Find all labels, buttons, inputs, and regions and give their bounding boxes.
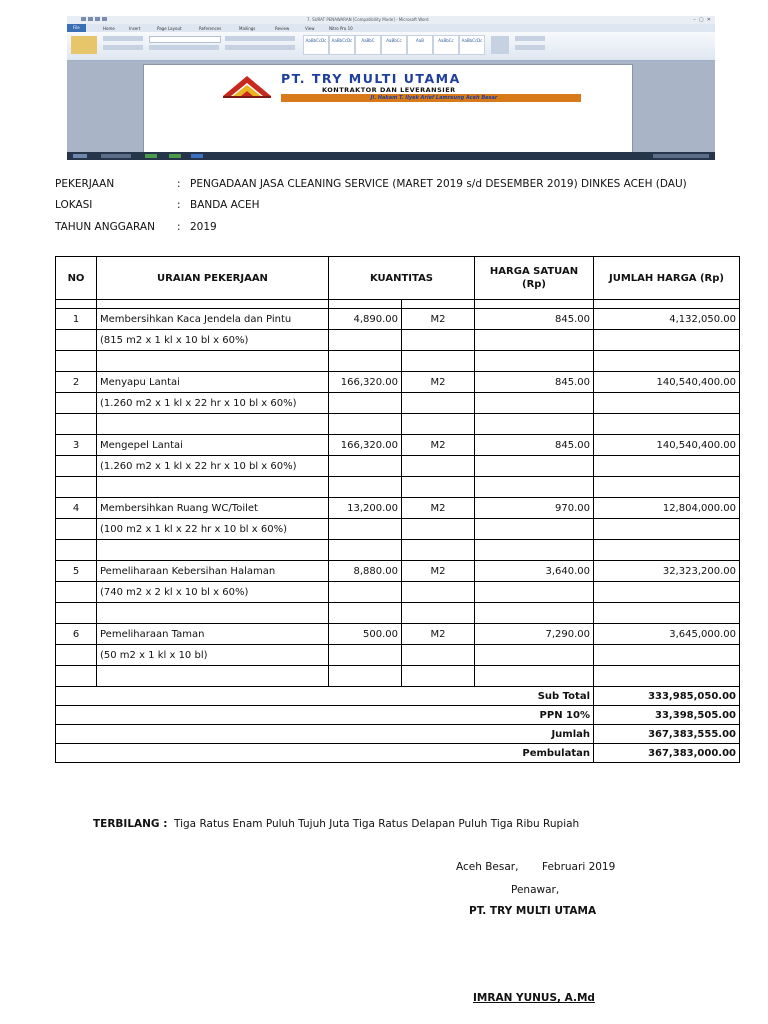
total-value-subtotal: 333,985,050.00 [594,687,740,706]
total-label-jumlah: Jumlah [56,725,594,744]
blank-cell [594,603,740,624]
item-total: 140,540,400.00 [594,372,740,393]
blank-cell [475,603,594,624]
price-table [55,256,740,763]
blank-cell [97,414,329,435]
blank-cell [594,540,740,561]
blank-cell [475,414,594,435]
blank-cell [475,666,594,687]
table-row-detail [56,519,740,540]
item-no: 1 [56,309,97,330]
blank-cell [329,351,402,372]
style-title[interactable]: AaB [407,35,433,55]
style-subtle-emphasis[interactable]: AaBbCcDc [459,35,485,55]
item-qty: 13,200.00 [329,498,402,519]
item-name: Pemeliharaan Taman [97,624,329,645]
spacer-cell [97,300,329,309]
blank-cell [329,666,402,687]
spacer-cell [402,300,475,309]
item-empty [329,645,402,666]
item-name: Membersihkan Kaca Jendela dan Pintu [97,309,329,330]
table-row [56,561,740,582]
table-row [56,498,740,519]
alignment-tools[interactable] [225,45,295,50]
tab-review[interactable]: Review [275,26,290,31]
item-no-empty [56,330,97,351]
info-pekerjaan-value: PENGADAAN JASA CLEANING SERVICE (MARET 2019 s/d DESEMBER 2019) DINKES ACEH (DAU) [190,178,687,190]
blank-cell [56,540,97,561]
total-row-pembulatan [56,744,740,763]
company-subtitle: KONTRAKTOR DAN LEVERANSIER [322,86,456,94]
table-row-detail [56,393,740,414]
total-label-pembulatan: Pembulatan [56,744,594,763]
item-empty [594,519,740,540]
blank-cell [402,351,475,372]
blank-cell [56,666,97,687]
table-row-detail [56,582,740,603]
blank-cell [402,540,475,561]
item-detail: (50 m2 x 1 kl x 10 bl) [97,645,329,666]
table-header-row [56,257,740,300]
item-qty: 500.00 [329,624,402,645]
item-empty [594,393,740,414]
terbilang-value: Tiga Ratus Enam Puluh Tujuh Juta Tiga Ratus Delapan Puluh Tiga Ribu Rupiah [174,818,580,830]
table-row [56,435,740,456]
signature-company: PT. TRY MULTI UTAMA [469,905,597,917]
blank-cell [594,414,740,435]
total-row-ppn [56,706,740,725]
item-empty [329,330,402,351]
font-format-tools[interactable] [149,45,219,50]
tab-view[interactable]: View [305,26,315,31]
item-empty [329,393,402,414]
signature-date: Februari 2019 [542,861,616,873]
blank-cell [475,351,594,372]
total-value-ppn: 33,398,505.00 [594,706,740,725]
header-kuantitas: KUANTITAS [329,257,475,300]
item-unit: M2 [402,435,475,456]
item-detail: (740 m2 x 2 kl x 10 bl x 60%) [97,582,329,603]
company-logo [221,72,273,100]
info-lokasi-label: LOKASI [55,199,93,211]
item-empty [402,393,475,414]
item-total: 12,804,000.00 [594,498,740,519]
item-empty [329,456,402,477]
item-qty: 8,880.00 [329,561,402,582]
style-normal[interactable]: AaBbCcDc [303,35,329,55]
item-no-empty [56,645,97,666]
company-address: Jl. Hakam T. Ilyek Arief Lamreung Aceh Besar [370,95,498,101]
item-qty: 166,320.00 [329,372,402,393]
item-detail: (815 m2 x 1 kl x 10 bl x 60%) [97,330,329,351]
blank-cell [402,666,475,687]
blank-cell [56,603,97,624]
signature-place: Aceh Besar, [456,861,519,873]
item-name: Membersihkan Ruang WC/Toilet [97,498,329,519]
item-empty [475,582,594,603]
table-row-blank [56,540,740,561]
item-no: 3 [56,435,97,456]
item-detail: (1.260 m2 x 1 kl x 22 hr x 10 bl x 60%) [97,393,329,414]
header-uraian: URAIAN PEKERJAAN [97,257,329,300]
ribbon [67,32,715,61]
item-name: Pemeliharaan Kebersihan Halaman [97,561,329,582]
blank-cell [329,603,402,624]
blank-cell [402,603,475,624]
info-tahun-value: 2019 [190,221,217,233]
header-jumlah-harga: JUMLAH HARGA (Rp) [594,257,740,300]
total-value-pembulatan: 367,383,000.00 [594,744,740,763]
table-row-detail [56,330,740,351]
system-tray[interactable] [653,154,709,158]
info-pekerjaan-label: PEKERJAAN [55,178,115,190]
blank-cell [475,477,594,498]
blank-cell [97,603,329,624]
info-colon: : [177,178,181,190]
blank-cell [97,540,329,561]
table-row-blank [56,414,740,435]
item-no: 5 [56,561,97,582]
document-page[interactable] [143,64,633,160]
tab-mailings[interactable]: Mailings [239,26,256,31]
item-empty [402,519,475,540]
taskbar [67,152,715,160]
price-table-body [56,257,740,763]
style-no-spacing[interactable]: AaBbCcDc [329,35,355,55]
spacer-cell [56,300,97,309]
item-no: 6 [56,624,97,645]
item-total: 4,132,050.00 [594,309,740,330]
table-row-blank [56,351,740,372]
item-no-empty [56,456,97,477]
item-empty [475,645,594,666]
item-no-empty [56,519,97,540]
info-colon: : [177,221,181,233]
item-unit: M2 [402,498,475,519]
table-row-blank [56,477,740,498]
spacer-cell [329,300,402,309]
signature-role: Penawar, [511,884,560,896]
item-detail: (1.260 m2 x 1 kl x 22 hr x 10 bl x 60%) [97,456,329,477]
item-price: 845.00 [475,372,594,393]
item-qty: 166,320.00 [329,435,402,456]
tab-references[interactable]: References [199,26,222,31]
item-price: 845.00 [475,435,594,456]
font-select[interactable] [149,36,221,43]
total-value-jumlah: 367,383,555.00 [594,725,740,744]
table-row-blank [56,666,740,687]
blank-cell [402,477,475,498]
terbilang-label: TERBILANG : [93,818,168,830]
info-lokasi-value: BANDA ACEH [190,199,260,211]
tab-page-layout[interactable]: Page Layout [157,26,182,31]
item-qty: 4,890.00 [329,309,402,330]
header-no: NO [56,257,97,300]
style-heading2[interactable]: AaBbCc [381,35,407,55]
style-subtitle[interactable]: AaBbCc [433,35,459,55]
spacer-cell [475,300,594,309]
item-empty [475,519,594,540]
taskbar-app-icon[interactable] [169,154,181,158]
table-row [56,372,740,393]
info-tahun-label: TAHUN ANGGARAN [55,221,155,233]
blank-cell [97,351,329,372]
item-no: 4 [56,498,97,519]
tab-insert[interactable]: Insert [129,26,141,31]
item-total: 32,323,200.00 [594,561,740,582]
table-row [56,309,740,330]
blank-cell [402,414,475,435]
item-no: 2 [56,372,97,393]
blank-cell [594,351,740,372]
total-row-subtotal [56,687,740,706]
item-unit: M2 [402,372,475,393]
quick-access-toolbar[interactable] [81,17,121,22]
item-name: Mengepel Lantai [97,435,329,456]
item-total: 140,540,400.00 [594,435,740,456]
item-detail: (100 m2 x 1 kl x 22 hr x 10 bl x 60%) [97,519,329,540]
item-name: Menyapu Lantai [97,372,329,393]
item-unit: M2 [402,309,475,330]
item-price: 970.00 [475,498,594,519]
blank-cell [329,414,402,435]
blank-cell [56,351,97,372]
total-label-ppn: PPN 10% [56,706,594,725]
item-price: 845.00 [475,309,594,330]
blank-cell [56,477,97,498]
tab-home[interactable]: Home [103,26,115,31]
info-colon: : [177,199,181,211]
table-row-blank [56,603,740,624]
tab-nitro[interactable]: Nitro Pro 10 [329,26,353,31]
find-button[interactable] [515,36,545,41]
status-page-info [101,154,131,158]
item-empty [475,456,594,477]
total-label-subtotal: Sub Total [56,687,594,706]
table-row-detail [56,456,740,477]
document-area [67,61,715,152]
item-empty [402,330,475,351]
item-empty [594,582,740,603]
item-total: 3,645,000.00 [594,624,740,645]
blank-cell [97,477,329,498]
item-empty [594,456,740,477]
blank-cell [329,540,402,561]
item-empty [329,519,402,540]
ribbon-tabs [67,24,715,32]
item-empty [329,582,402,603]
item-price: 3,640.00 [475,561,594,582]
item-empty [594,645,740,666]
blank-cell [56,414,97,435]
item-no-empty [56,393,97,414]
item-empty [402,456,475,477]
paste-button[interactable] [71,36,97,54]
blank-cell [97,666,329,687]
blank-cell [594,477,740,498]
taskbar-word-icon[interactable] [191,154,203,158]
blank-cell [329,477,402,498]
paragraph-tools[interactable] [225,36,295,41]
company-name: PT. TRY MULTI UTAMA [281,71,461,86]
item-empty [402,582,475,603]
item-unit: M2 [402,624,475,645]
table-row-detail [56,645,740,666]
title-bar [67,16,715,24]
clipboard-tools[interactable] [103,36,143,41]
style-heading1[interactable]: AaBbC [355,35,381,55]
item-no-empty [56,582,97,603]
start-icon[interactable] [73,154,87,158]
blank-cell [594,666,740,687]
item-price: 7,290.00 [475,624,594,645]
blank-cell [475,540,594,561]
word-screenshot [67,16,715,160]
total-row-jumlah [56,725,740,744]
spacer-row [56,300,740,309]
change-styles-button[interactable] [491,36,509,54]
item-empty [594,330,740,351]
item-empty [402,645,475,666]
signature-name: IMRAN YUNUS, A.Md [473,992,595,1004]
tab-file[interactable]: File [67,24,86,32]
format-painter-button[interactable] [103,45,143,50]
spacer-cell [594,300,740,309]
window-controls[interactable]: – ▢ ✕ [693,17,711,23]
table-row [56,624,740,645]
replace-button[interactable] [515,45,545,50]
window-title: 7. SURAT PENAWARAN [Compatibility Mode] - Microsoft Word [307,17,429,22]
taskbar-app-icon[interactable] [145,154,157,158]
header-harga-satuan: HARGA SATUAN (Rp) [475,257,594,300]
item-empty [475,330,594,351]
item-unit: M2 [402,561,475,582]
item-empty [475,393,594,414]
